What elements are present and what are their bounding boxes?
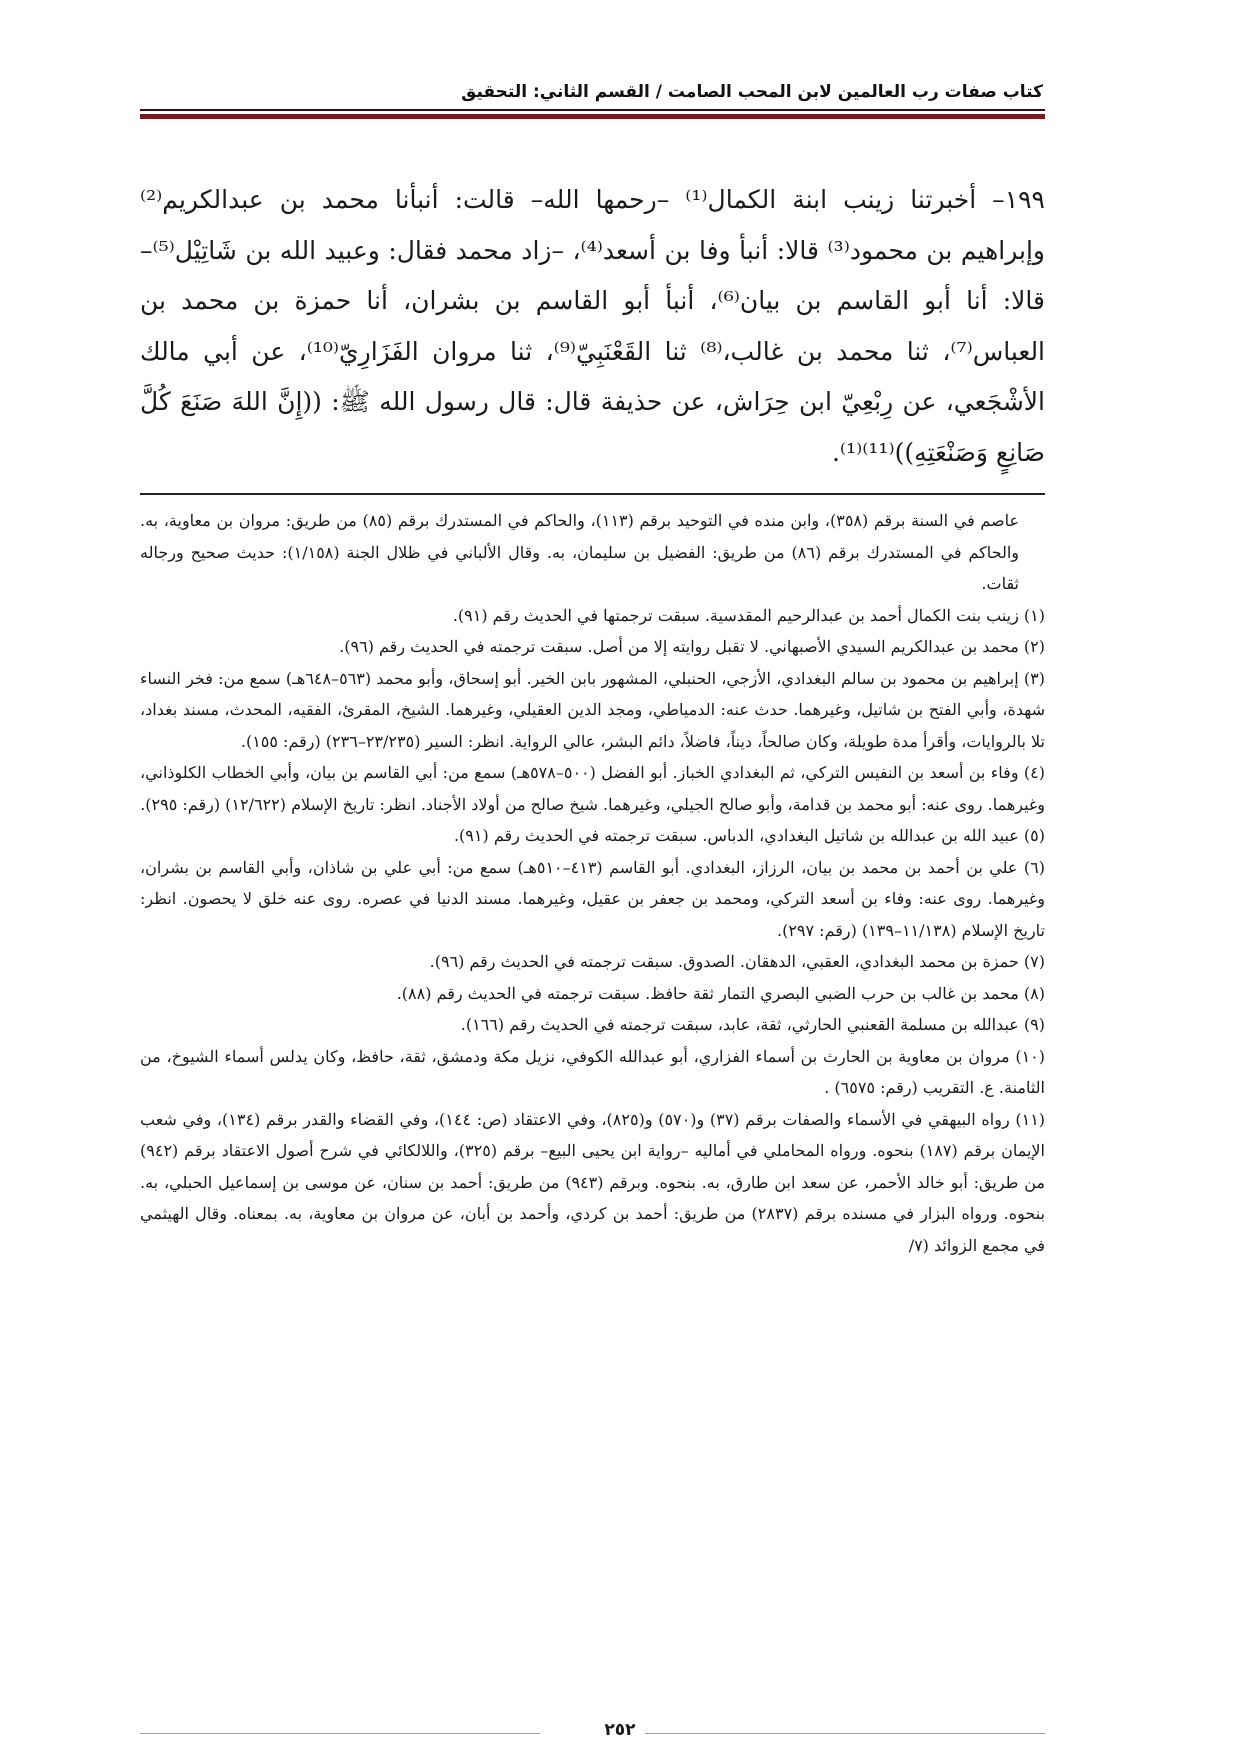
footnote-1: (١) زينب بنت الكمال أحمد بن عبدالرحيم المقدسية. سبقت ترجمتها في الحديث رقم (٩١). bbox=[452, 605, 1045, 625]
footnote-separator bbox=[140, 493, 1045, 495]
header-rule-thin bbox=[140, 109, 1045, 111]
footnote-10: (١٠) مروان بن معاوية بن الحارث بن أسماء الفزاري، أبو عبدالله الكوفي، نزيل مكة ودمشق، ثقة، حافظ، وكان يدلس أسماء الشيوخ، من الثامنة. ع. التقريب (رقم: ٦٥٧٥) . bbox=[140, 1046, 1045, 1097]
footnote-3: (٣) إبراهيم بن محمود بن سالم البغدادي، الأزجي، الحنبلي، المشهور بابن الخير. أبو إسحاق، وأبو محمد (٥٦٣–٦٤٨هـ) سمع من: فخر النساء شهدة، وأبي الفتح بن شاتيل، وغيرهما. حدث عنه: الدمياطي، ومجد الدين العقيلي، وغيرهما. الشيخ، المقرئ، الفقيه، المحدث، مسند بغداد، تلا بالروايات، وأقرأ مدة طويلة، وكان صالحاً، ديناً، فاضلاً، دائم البشر، عالي الرواية. انظر: السير (٢٣/٢٣٥–٢٣٦) (رقم: ١٥٥). bbox=[140, 668, 1046, 751]
footnote-5: (٥) عبيد الله بن عبدالله بن شاتيل البغدادي، الدباس. سبقت ترجمته في الحديث رقم (٩١). bbox=[453, 826, 1045, 845]
footnote-7: (٧) حمزة بن محمد البغدادي، العقبي، الدهقان. الصدوق. سبقت ترجمته في الحديث رقم (٩٦). bbox=[429, 952, 1045, 971]
footnote-6: (٦) علي بن أحمد بن محمد بن بيان، الرزاز، البغدادي. أبو القاسم (٤١٣–٥١٠هـ) سمع من: أبي علي بن شاذان، وأبي القاسم بن بشران، وغيرهما. روى عنه: وفاء بن أسعد التركي، ومحمد بن جعفر بن عقيل، وغيرهما. مسند الدنيا في عصره. روى عنه خلق لا يحصون. انظر: تاريخ الإسلام (١١/١٣٨–١٣٩) (رقم: ٢٩٧). bbox=[140, 857, 1046, 940]
footnote-continuation: عاصم في السنة برقم (٣٥٨)، وابن منده في التوحيد برقم (١١٣)، والحاكم في المستدرك برقم (٨٥) من طريق: مروان بن معاوية، به. والحاكم في المستدرك برقم (٨٦) من طريق: الفضيل بن سليمان، به. وقال الألباني في ظلال الجنة (١/١٥٨): حديث صحيح ورجاله ثقات. bbox=[140, 511, 1020, 593]
main-text-block bbox=[140, 175, 1045, 478]
header-rule-thick bbox=[140, 114, 1045, 119]
running-header-title: كتاب صفات رب العالمين لابن المحب الصامت / القسم الثاني: التحقيق bbox=[461, 82, 1043, 102]
footnote-8: (٨) محمد بن غالب بن حرب الضبي البصري التمار ثقة حافظ. سبقت ترجمته في الحديث رقم (٨٨). bbox=[396, 983, 1045, 1003]
hadith-paragraph: ١٩٩– أخبرتنا زينب ابنة الكمال⁽¹⁾ –رحمها الله– قالت: أنبأنا محمد بن عبدالكريم⁽²⁾ وإبراهيم بن محمود⁽³⁾ قالا: أنبأ وفا بن أسعد⁽⁴⁾، –زاد محمد فقال: وعبيد الله بن شَاتِيْل⁽⁵⁾– قالا: أنا أبو القاسم بن بيان⁽⁶⁾، أنبأ أبو القاسم بن بشران، أنا حمزة بن محمد بن العباس⁽⁷⁾، ثنا محمد بن غالب،⁽⁸⁾ ثنا القَعْنَبِيّ⁽⁹⁾، ثنا مروان الفَزَارِيّ⁽¹⁰⁾، عن أبي مالك الأشْجَعي، عن رِبْعِيّ ابن حِرَاش، عن حذيفة قال: قال رسول الله ﷺ: ((إِنَّ اللهَ صَنَعَ كُلَّ صَانِعٍ وَصَنْعَتِهِ))⁽¹¹⁾⁽¹⁾. bbox=[140, 185, 1046, 467]
footnote-2: (٢) محمد بن عبدالكريم السيدي الأصبهاني. لا تقبل روايته إلا من أصل. سبقت ترجمته في الحديث رقم (٩٦). bbox=[339, 637, 1045, 656]
footnotes bbox=[140, 505, 1045, 1261]
footnote-4: (٤) وفاء بن أسعد بن النفيس التركي، ثم البغدادي الخباز. أبو الفضل (٥٠٠–٥٧٨هـ) سمع من: أبي القاسم بن بيان، وأبي الخطاب الكلوذاني، وغيرهما. روى عنه: أبو محمد بن قدامة، وأبو صالح الجيلي، وغيرهما. شيخ صالح من أولاد الأجناد. انظر: تاريخ الإسلام (١٢/٦٢٢) (رقم: ٢٩٥). bbox=[140, 763, 1045, 814]
footnote-11: (١١) رواه البيهقي في الأسماء والصفات برقم (٣٧) و(٥٧٠) و(٨٢٥)، وفي الاعتقاد (ص: ١٤٤)، وفي القضاء والقدر برقم (١٣٤)، وفي شعب الإيمان برقم (١٨٧) بنحوه. ورواه المحاملي في أماليه –رواية ابن يحيى البيع– برقم (٣٢٥)، واللالكائي في شرح أصول الاعتقاد برقم (٩٤٢) من طريق: أبو خالد الأحمر، عن سعد ابن طارق، به. بنحوه. وبرقم (٩٤٣) من طريق: أحمد بن سنان، عن موسى بن إسماعيل الحبلي، به. بنحوه. ورواه البزار في مسنده برقم (٢٨٣٧) من طريق: أحمد بن كردي، وأحمد بن أبان، عن مروان بن معاوية، به. بمعناه. وقال الهيثمي في مجمع الزوائد (٧/ bbox=[140, 1109, 1046, 1255]
page-number: ٢٥٢ bbox=[604, 1720, 636, 1740]
footnote-9: (٩) عبدالله بن مسلمة القعنبي الحارثي، ثقة، عابد، سبقت ترجمته في الحديث رقم (١٦٦). bbox=[460, 1015, 1045, 1034]
